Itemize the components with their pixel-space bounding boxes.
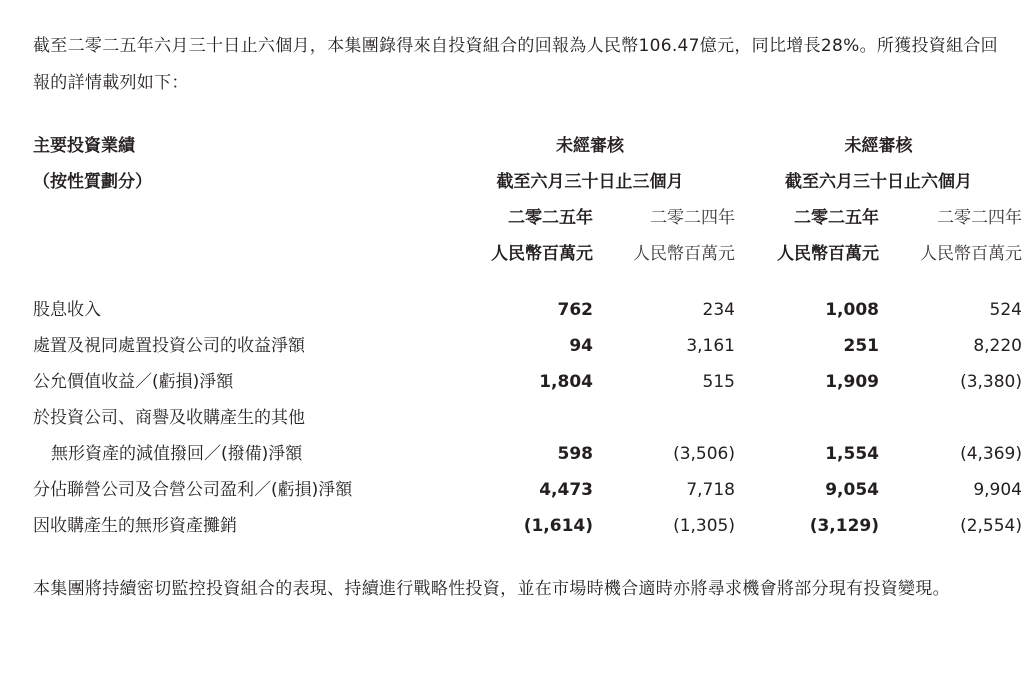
cell-value: 1,008: [825, 300, 879, 320]
table-row: [33, 508, 1022, 544]
cell-value: 3,161: [686, 336, 735, 356]
header-row-unit: [33, 236, 1022, 272]
row-label: 於投資公司、商譽及收購產生的其他: [33, 408, 305, 428]
cell-value: 598: [557, 444, 593, 464]
row-label: 處置及視同處置投資公司的收益淨額: [33, 336, 305, 356]
cell-value: (1,305): [673, 516, 735, 536]
cell-value: 9,904: [973, 480, 1022, 500]
cell-value: 1,909: [825, 372, 879, 392]
unit-header-4: 人民幣百萬元: [920, 244, 1022, 264]
row-label: 公允價值收益／(虧損)淨額: [33, 372, 234, 392]
investment-performance-table: [33, 128, 1022, 544]
group-2-period: 截至六月三十日止六個月: [785, 172, 972, 192]
table-row: [33, 436, 1022, 472]
cell-value: 9,054: [825, 480, 879, 500]
year-header-1: 二零二五年: [508, 208, 593, 228]
row-label: 因收購產生的無形資產攤銷: [33, 516, 237, 536]
row-label: 股息收入: [33, 300, 101, 320]
table-row: [33, 472, 1022, 508]
unit-header-2: 人民幣百萬元: [633, 244, 735, 264]
year-header-4: 二零二四年: [937, 208, 1022, 228]
cell-value: 1,554: [825, 444, 879, 464]
cell-value: 524: [989, 300, 1022, 320]
row-label-continuation: 無形資產的減值撥回／(撥備)淨額: [51, 444, 303, 464]
closing-paragraph: 本集團將持續密切監控投資組合的表現、持續進行戰略性投資，並在市場時機合適時亦將尋求機會將部分現有投資變現。: [33, 579, 950, 599]
group-1-status: 未經審核: [556, 136, 624, 156]
cell-value: (1,614): [523, 516, 593, 536]
cell-value: 234: [702, 300, 735, 320]
cell-value: 94: [569, 336, 593, 356]
cell-value: 515: [702, 372, 735, 392]
header-row-status: [33, 128, 1022, 164]
table-row: [33, 400, 1022, 436]
table-title: 主要投資業績: [33, 136, 135, 156]
group-1-period: 截至六月三十日止三個月: [496, 172, 684, 192]
intro-paragraph: 截至二零二五年六月三十日止六個月，本集團錄得來自投資組合的回報為人民幣106.47億元，同比增長28%。所獲投資組合回報的詳情載列如下：: [33, 36, 998, 93]
header-row-year: [33, 200, 1022, 236]
cell-value: (3,129): [809, 516, 879, 536]
cell-value: 1,804: [539, 372, 593, 392]
table-row: [33, 328, 1022, 364]
cell-value: 4,473: [539, 480, 593, 500]
table-subtitle: （按性質劃分）: [33, 172, 152, 192]
cell-value: (3,380): [960, 372, 1022, 392]
row-label: 分佔聯營公司及合營公司盈利／(虧損)淨額: [33, 480, 353, 500]
unit-header-1: 人民幣百萬元: [491, 244, 593, 264]
header-row-period: [33, 164, 1022, 200]
year-header-3: 二零二五年: [794, 208, 879, 228]
year-header-2: 二零二四年: [650, 208, 735, 228]
table-row: [33, 364, 1022, 400]
cell-value: 762: [557, 300, 593, 320]
unit-header-3: 人民幣百萬元: [777, 244, 879, 264]
cell-value: 7,718: [686, 480, 735, 500]
cell-value: 8,220: [973, 336, 1022, 356]
cell-value: (3,506): [673, 444, 735, 464]
cell-value: (2,554): [960, 516, 1022, 536]
table-row: [33, 292, 1022, 328]
group-2-status: 未經審核: [844, 136, 913, 156]
cell-value: (4,369): [960, 444, 1022, 464]
cell-value: 251: [843, 336, 879, 356]
